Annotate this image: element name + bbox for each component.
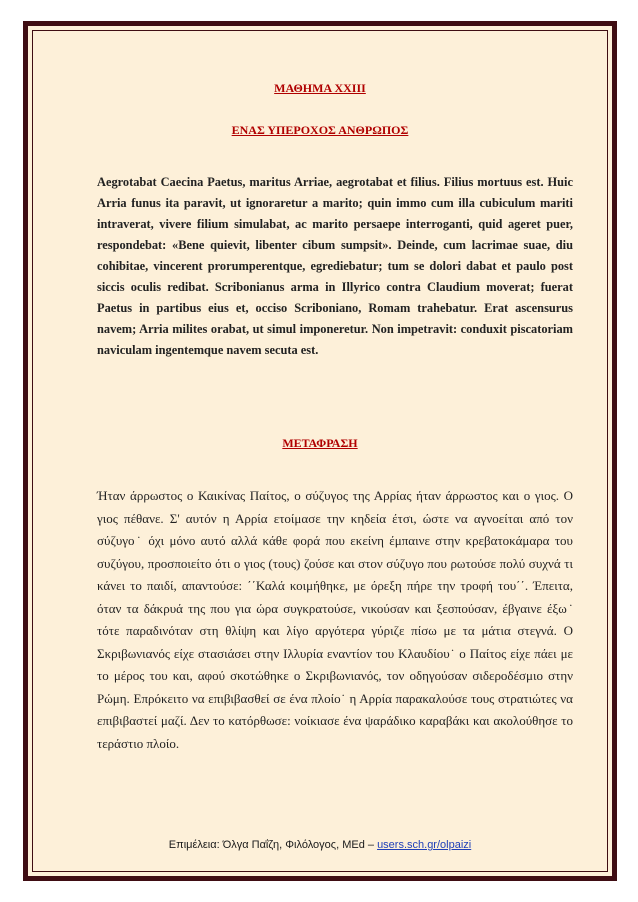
footer-credit-text: Επιμέλεια: Όλγα Παΐζη, Φιλόλογος, MEd – [168, 839, 378, 851]
lesson-title: ΜΑΘΗΜΑ XXIII [274, 81, 366, 95]
translation-title: ΜΕΤΑΦΡΑΣΗ [282, 436, 358, 450]
lesson-subtitle: ΕΝΑΣ ΥΠΕΡΟΧΟΣ ΑΝΘΡΩΠΟΣ [231, 123, 409, 137]
footer-credit [28, 839, 612, 851]
page-border-frame [23, 21, 617, 881]
greek-translation-text: Ήταν άρρωστος ο Καικίνας Παίτος, ο σύζυγος της Αρρίας ήταν άρρωστος και ο γιος. Ο γιος πέθανε. Σ' αυτόν η Αρρία ετοίμασε την κηδεία έτσι, ώστε να αγνοείται από τον σύζυγο˙ όχι μόνο αυτό αλλά κάθε φορά που εκείνη έμπαινε στην κρεβατοκάμαρα του συζύγου, προσποιείτο ότι ο γιος (τους) ζούσε και στον σύζυγο που ρωτούσε πολύ συχνά τι κάνει το παιδί, απαντούσε: ΄΄Καλά κοιμήθηκε, με όρεξη πήρε την τροφή του΄΄. Έπειτα, όταν τα δάκρυά της που για ώρα συγκρατούσε, νικούσαν και ξεσπούσαν, έβγαινε έξω˙ τότε παραδινόταν στη θλίψη και λίγο αργότερα γύριζε πίσω με τα μάτια στεγνά. Ο Σκριβωνιανός είχε στασιάσει στην Ιλλυρία εναντίον του Κλαυδίου˙ ο Παίτος είχε πάει με το μέρος του και, αφού σκοτώθηκε ο Σκριβωνιανός, τον οδηγούσαν σιδεροδέσμιο στην Ρώμη. Επρόκειτο να επιβιβασθεί σε ένα πλοίο˙ η Αρρία παρακαλούσε τους στρατιώτες να επιβιβαστεί μαζί. Δεν το κατόρθωσε: νοίκιασε ένα ψαράδικο καραβάκι και ακολούθησε το τεράστιο πλοίο. [97, 488, 573, 751]
footer-link[interactable]: users.sch.gr/olpaizi [377, 839, 472, 851]
latin-text: Aegrotabat Caecina Paetus, maritus Arriae, aegrotabat et filius. Filius mortuus est. Huic Arria funus ita paravit, ut ignoraretur a marito; quin immo cum illa cubiculum mariti intraverat, vivere filium simulabat, ac marito persaepe interroganti, quid ageret puer, respondebat: «Bene quievit, libenter cibum sumpsit». Deinde, cum lacrimae suae, diu cohibitae, vincerent prorumperentque, egrediebatur; tum se dolori dabat et paulo post siccis oculis redibat. Scribonianus arma in Illyrico contra Claudium moverat; fuerat Paetus in partibus eius et, occiso Scriboniano, Romam trahebatur. Erat ascensurus navem; Arria milites orabat, ut simul imponeretur. Non impetravit: conduxit piscatoriam naviculam ingentemque navem secuta est. [97, 175, 573, 357]
